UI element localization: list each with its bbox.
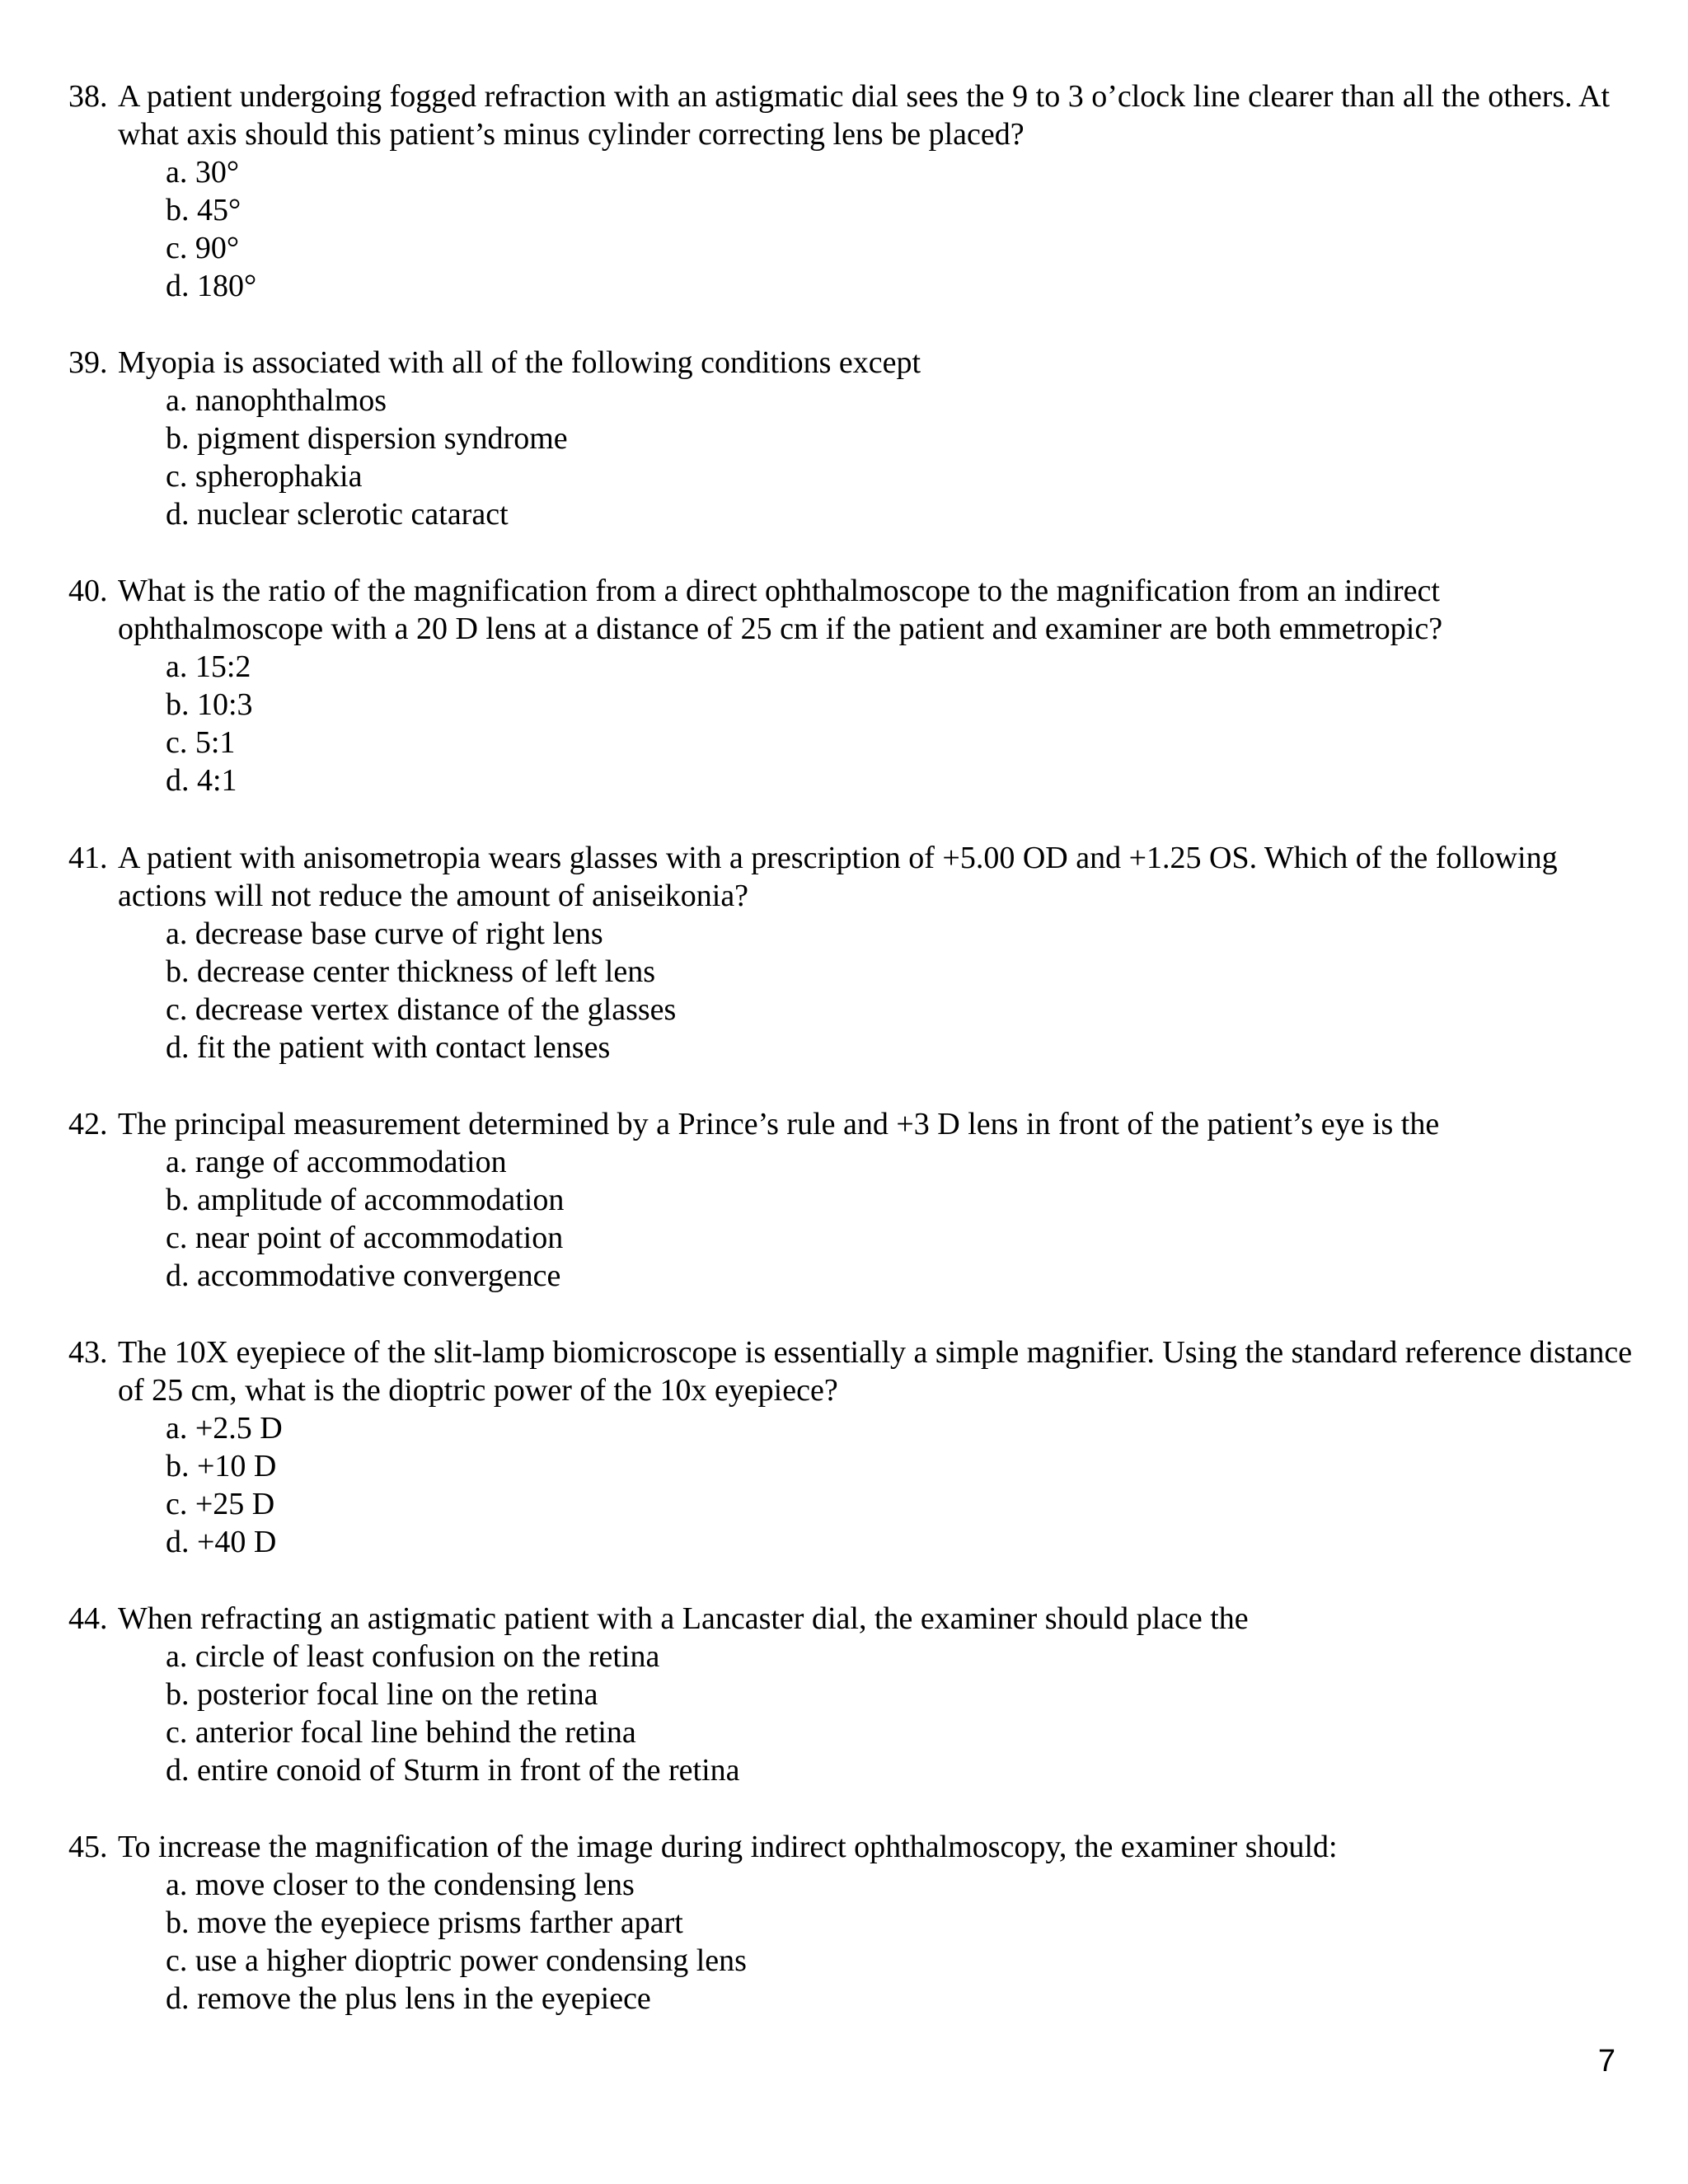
question-text: To increase the magnification of the image during indirect ophthalmoscopy, the examiner should:	[118, 1830, 1338, 1864]
option-c: c. anterior focal line behind the retina	[166, 1715, 636, 1750]
question-41	[68, 839, 1634, 1066]
option-c: c. use a higher dioptric power condensing lens	[166, 1943, 747, 1978]
question-stem	[68, 1333, 1634, 1409]
question-43	[68, 1333, 1634, 1561]
question-text: A patient with anisometropia wears glasses with a prescription of +5.00 OD and +1.25 OS. Which of the following actions will not reduce the amount of aniseikonia?	[118, 841, 1558, 913]
answer-options	[68, 153, 1634, 305]
question-number: 40.	[68, 574, 108, 608]
question-text: A patient undergoing fogged refraction with an astigmatic dial sees the 9 to 3 o’clock line clearer than all the others. At what axis should this patient’s minus cylinder correcting lens be placed?	[118, 79, 1611, 152]
question-number: 44.	[68, 1601, 108, 1636]
question-42	[68, 1105, 1634, 1295]
option-d: d. accommodative convergence	[166, 1258, 561, 1293]
option-c: c. near point of accommodation	[166, 1221, 564, 1255]
answer-options	[68, 1638, 1634, 1789]
option-d: d. 4:1	[166, 763, 237, 798]
question-45	[68, 1828, 1634, 2018]
question-stem	[68, 1105, 1634, 1143]
option-b: b. 10:3	[166, 687, 253, 722]
question-text: Myopia is associated with all of the following conditions except	[118, 345, 921, 380]
question-number: 41.	[68, 841, 108, 875]
option-b: b. posterior focal line on the retina	[166, 1677, 598, 1712]
question-number: 45.	[68, 1830, 108, 1864]
question-39	[68, 344, 1634, 533]
question-44	[68, 1600, 1634, 1789]
answer-options	[68, 915, 1634, 1066]
option-c: c. decrease vertex distance of the glasses	[166, 992, 677, 1027]
option-a: a. circle of least confusion on the retina	[166, 1639, 660, 1674]
option-d: d. +40 D	[166, 1525, 277, 1559]
answer-options	[68, 382, 1634, 533]
option-a: a. nanophthalmos	[166, 383, 387, 418]
answer-options	[68, 1866, 1634, 2018]
question-stem	[68, 572, 1634, 648]
question-text: The principal measurement determined by a Prince’s rule and +3 D lens in front of the patient’s eye is the	[118, 1107, 1440, 1141]
question-40	[68, 572, 1634, 799]
question-text: When refracting an astigmatic patient with a Lancaster dial, the examiner should place the	[118, 1601, 1249, 1636]
option-b: b. move the eyepiece prisms farther apart	[166, 1905, 683, 1940]
option-b: b. +10 D	[166, 1449, 277, 1483]
option-d: d. nuclear sclerotic cataract	[166, 497, 509, 532]
question-stem	[68, 77, 1634, 153]
question-stem	[68, 344, 1634, 382]
question-stem	[68, 1828, 1634, 1866]
option-d: d. fit the patient with contact lenses	[166, 1030, 611, 1065]
option-d: d. remove the plus lens in the eyepiece	[166, 1981, 651, 2016]
question-stem	[68, 1600, 1634, 1638]
option-b: b. 45°	[166, 193, 241, 227]
answer-options	[68, 648, 1634, 799]
option-b: b. pigment dispersion syndrome	[166, 421, 568, 456]
option-a: a. +2.5 D	[166, 1411, 283, 1446]
option-a: a. decrease base curve of right lens	[166, 916, 603, 951]
question-38	[68, 77, 1634, 305]
option-a: a. move closer to the condensing lens	[166, 1868, 635, 1902]
option-c: c. spherophakia	[166, 459, 363, 494]
question-text: The 10X eyepiece of the slit-lamp biomicroscope is essentially a simple magnifier. Using the standard reference distance of 25 cm, what is the dioptric power of the 10x eyepiece?	[118, 1335, 1633, 1408]
option-b: b. decrease center thickness of left lens	[166, 954, 656, 989]
question-number: 38.	[68, 79, 108, 114]
option-c: c. 5:1	[166, 725, 236, 760]
answer-options	[68, 1143, 1634, 1295]
option-a: a. 30°	[166, 155, 240, 190]
answer-options	[68, 1409, 1634, 1561]
option-d: d. 180°	[166, 269, 257, 303]
question-text: What is the ratio of the magnification from a direct ophthalmoscope to the magnification from an indirect ophthalmoscope with a 20 D lens at a distance of 25 cm if the patient and examiner are both emmetropic?	[118, 574, 1443, 646]
option-c: c. 90°	[166, 231, 240, 265]
page-number: 7	[1597, 2044, 1615, 2079]
question-number: 43.	[68, 1335, 108, 1370]
option-d: d. entire conoid of Sturm in front of the retina	[166, 1753, 740, 1788]
option-a: a. 15:2	[166, 649, 251, 684]
question-number: 42.	[68, 1107, 108, 1141]
question-stem	[68, 839, 1634, 915]
question-number: 39.	[68, 345, 108, 380]
option-b: b. amplitude of accommodation	[166, 1183, 565, 1217]
option-a: a. range of accommodation	[166, 1145, 507, 1179]
option-c: c. +25 D	[166, 1487, 275, 1521]
